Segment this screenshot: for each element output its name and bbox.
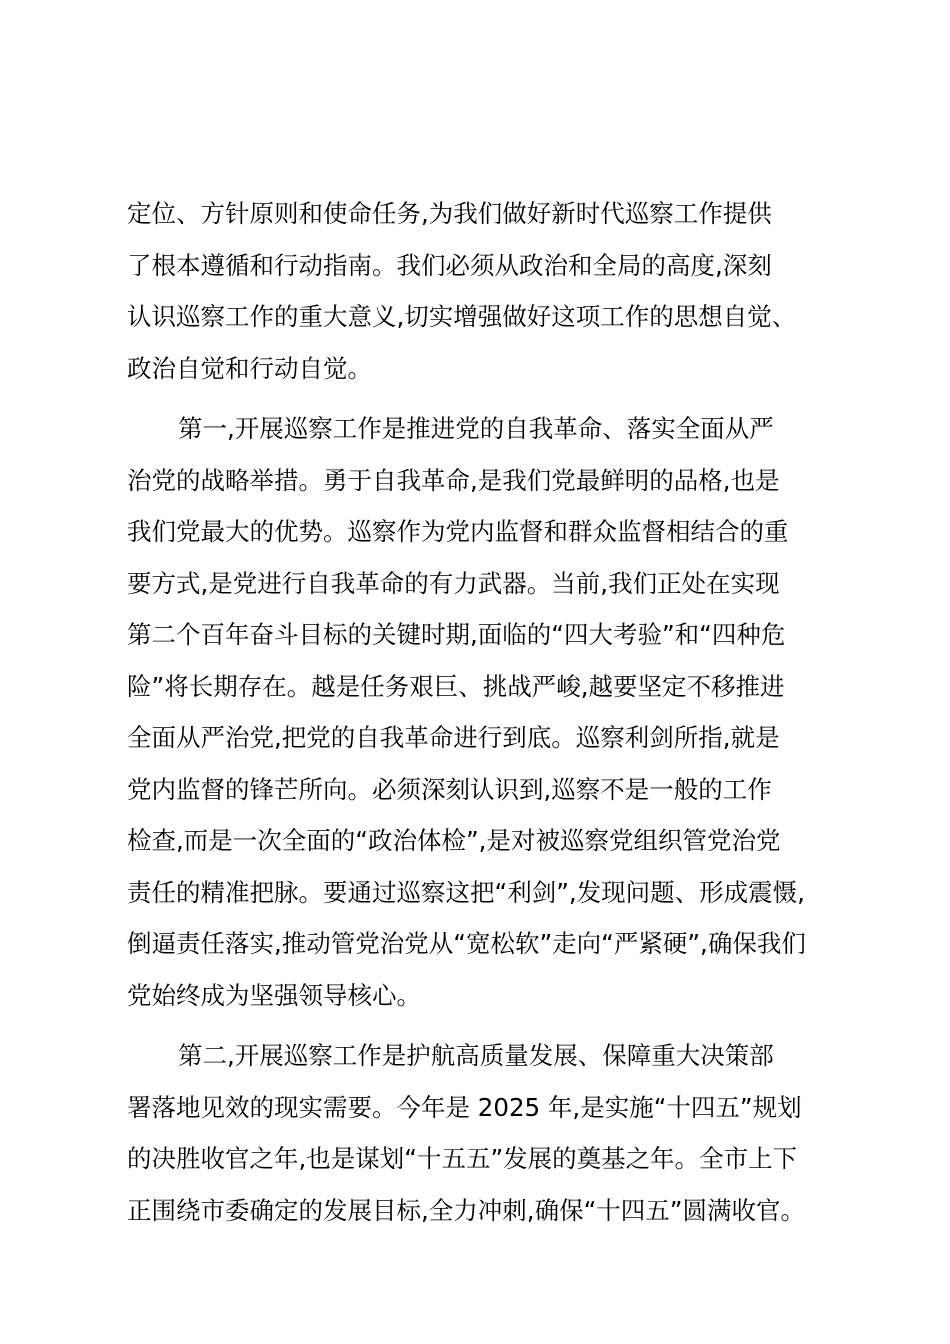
text-line: 要方式,是党进行自我革命的有力武器。当前,我们正处在实现 xyxy=(127,568,780,598)
text-line: 认识巡察工作的重大意义,切实增强做好这项工作的思想自觉、 xyxy=(127,302,797,331)
paragraph-spacer xyxy=(127,1021,827,1030)
text-line: 治党的战略举措。勇于自我革命,是我们党最鲜明的品格,也是 xyxy=(127,465,780,495)
text-line: 检查,而是一次全面的“政治体检”,是对被巡察党组织管党治党 xyxy=(127,826,781,855)
text-line: 全面从严治党,把党的自我革命进行到底。巡察利剑所指,就是 xyxy=(127,723,780,752)
text-line: 倒逼责任落实,推动管党治党从“宽松软”走向“严紧硬”,确保我们 xyxy=(127,929,806,958)
text-line: 了根本遵循和行动指南。我们必须从政治和全局的高度,深刻 xyxy=(127,250,772,280)
text-line: 第二,开展巡察工作是护航高质量发展、保障重大决策部 xyxy=(178,1041,774,1070)
text-line: 的决胜收官之年,也是谋划“十五五”发展的奠基之年。全市上下 xyxy=(127,1144,798,1173)
text-line: 责任的精准把脉。要通过巡察这把“利剑”,发现问题、形成震慑, xyxy=(127,877,805,907)
paragraph-2 xyxy=(127,403,827,1021)
document-body xyxy=(127,188,827,1236)
text-line: 第一,开展巡察工作是推进党的自我革命、落实全面从严 xyxy=(178,414,774,443)
text-line: 政治自觉和行动自觉。 xyxy=(127,353,372,383)
text-line: 党内监督的锋芒所向。必须深刻认识到,巡察不是一般的工作 xyxy=(127,774,772,804)
text-line: 定位、方针原则和使命任务,为我们做好新时代巡察工作提供 xyxy=(127,199,772,228)
paragraph-1 xyxy=(127,188,827,394)
paragraph-spacer xyxy=(127,394,827,403)
text-line: 险”将长期存在。越是任务艰巨、挑战严峻,越要坚定不移推进 xyxy=(127,671,785,701)
paragraph-3 xyxy=(127,1030,827,1236)
text-line: 党始终成为坚强领导核心。 xyxy=(127,980,421,1010)
text-line: 我们党最大的优势。巡察作为党内监督和群众监督相结合的重 xyxy=(127,517,789,546)
text-line: 署落地见效的现实需要。今年是 2025 年,是实施“十四五”规划 xyxy=(127,1092,802,1122)
text-line: 第二个百年奋斗目标的关键时期,面临的“四大考验”和“四种危 xyxy=(127,620,786,649)
text-line: 正围绕市委确定的发展目标,全力冲刺,确保“十四五”圆满收官。 xyxy=(127,1195,805,1225)
